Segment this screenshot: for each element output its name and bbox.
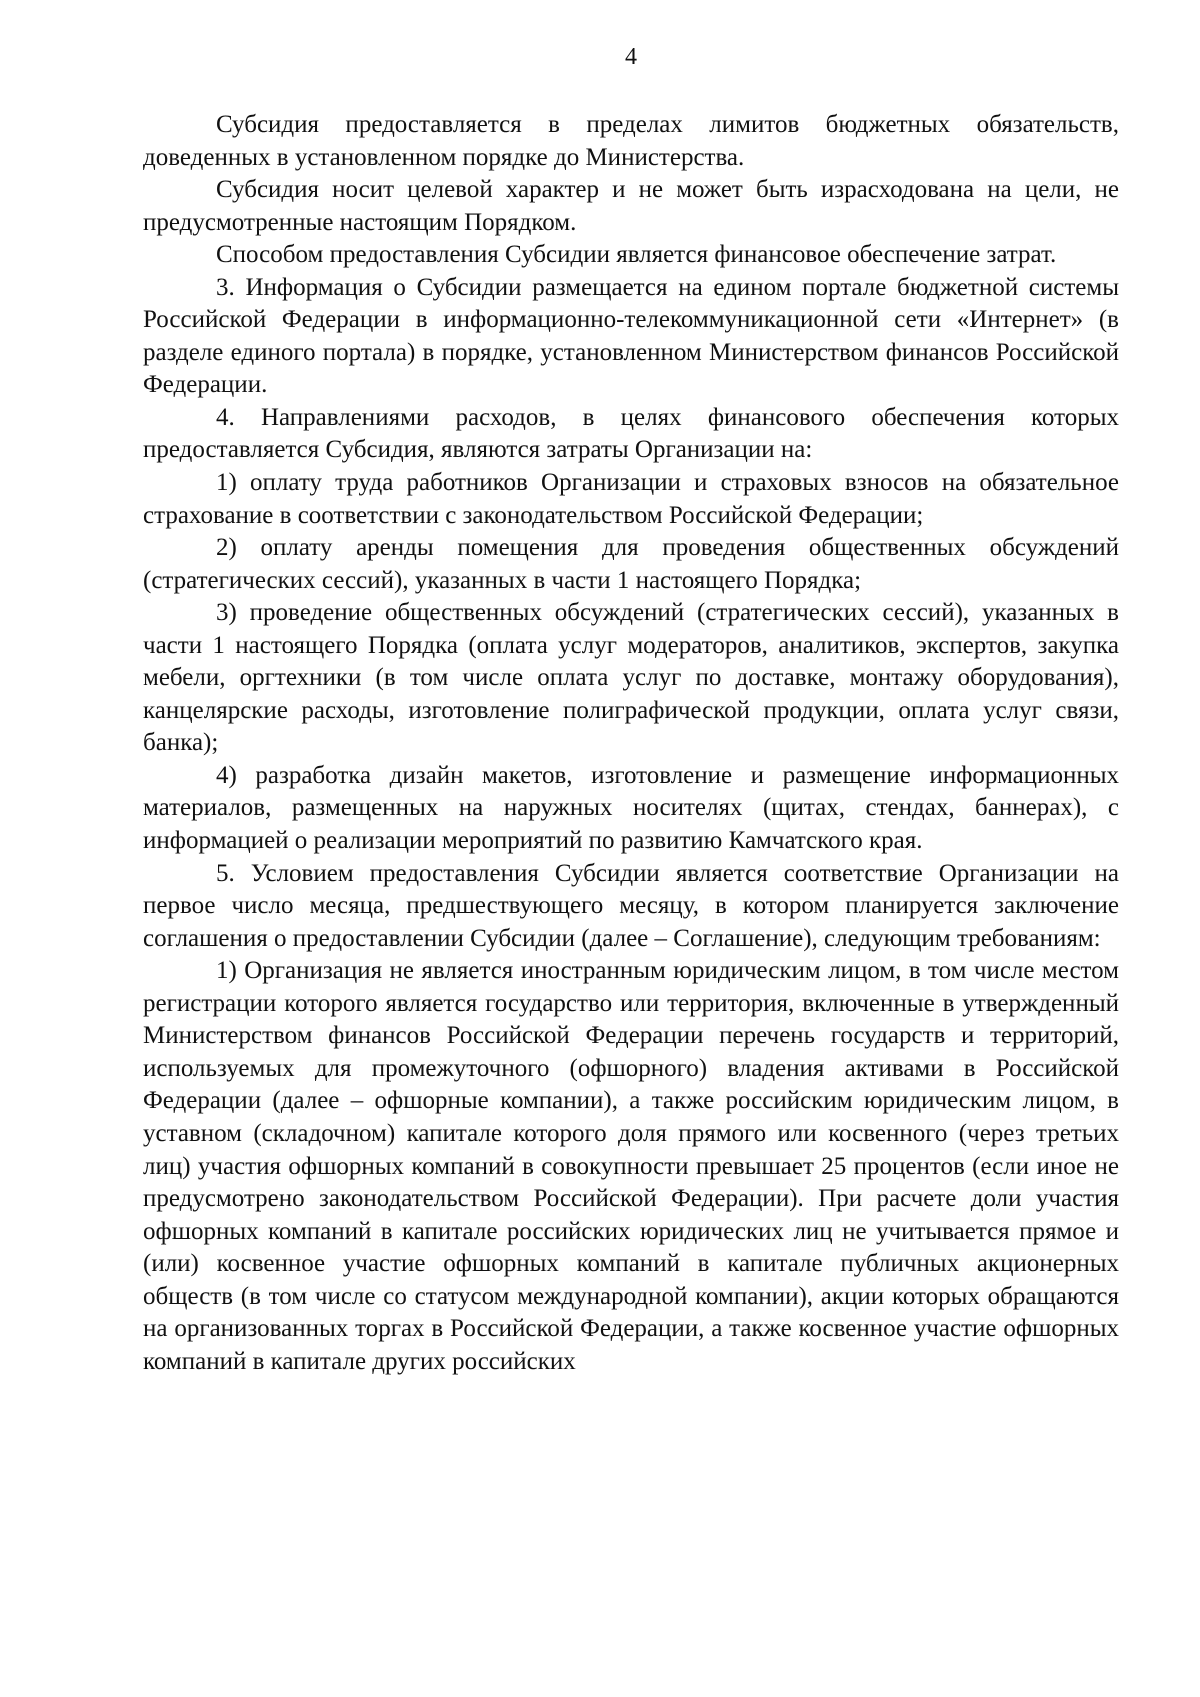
paragraph-clause-4: 4. Направлениями расходов, в целях финансового обеспечения которых предоставляется Субсидия, являются затраты Организации на: bbox=[143, 403, 1119, 464]
paragraph-clause-4-item-2: 2) оплату аренды помещения для проведения общественных обсуждений (стратегических сессий), указанных в части 1 настоящего Порядка; bbox=[143, 534, 1119, 594]
document-body bbox=[143, 109, 1119, 1378]
page-number: 4 bbox=[625, 44, 637, 70]
paragraph-clause-4-item-4: 4) разработка дизайн макетов, изготовление и размещение информационных материалов, размещенных на наружных носителях (щитах, стендах, баннерах), с информацией о реализации мероприятий по развитию Камчатского края. bbox=[143, 761, 1119, 855]
paragraph-subsidy-limits: Субсидия предоставляется в пределах лимитов бюджетных обязательств, доведенных в установленном порядке до Министерства. bbox=[143, 111, 1119, 171]
paragraph-subsidy-purpose: Субсидия носит целевой характер и не может быть израсходована на цели, не предусмотренные настоящим Порядком. bbox=[143, 176, 1119, 236]
paragraph-clause-5: 5. Условием предоставления Субсидии является соответствие Организации на первое число месяца, предшествующего месяцу, в котором планируется заключение соглашения о предоставлении Субсидии (далее – Соглашение), следующим требованиям: bbox=[143, 859, 1119, 952]
paragraph-clause-4-item-1: 1) оплату труда работников Организации и страховых взносов на обязательное страхование в соответствии с законодательством Российской Федерации; bbox=[143, 469, 1119, 529]
paragraph-clause-5-item-1: 1) Организация не является иностранным юридическим лицом, в том числе местом регистрации которого является государство или территория, включенные в утвержденный Министерством финансов Российской Федерации перечень государств и территорий, используемых для промежуточного (офшорного) владения активами в Российской Федерации (далее – офшорные компании), а также российским юридическим лицом, в уставном (складочном) капитале которого доля прямого или косвенного (через третьих лиц) участия офшорных компаний в совокупности превышает 25 процентов (если иное не предусмотрено законодательством Российской Федерации). При расчете доли участия офшорных компаний в капитале российских юридических лиц не учитывается прямое и (или) косвенное участие офшорных компаний в капитале публичных акционерных обществ (в том числе со статусом международной компании), акции которых обращаются на организованных торгах в Российской Федерации, а также косвенное участие офшорных компаний в капитале других российских bbox=[143, 957, 1119, 1375]
paragraph-clause-3: 3. Информация о Субсидии размещается на едином портале бюджетной системы Российской Федерации в информационно-телекоммуникационной сети «Интернет» (в разделе единого портала) в порядке, установленном Министерством финансов Российской Федерации. bbox=[143, 273, 1119, 399]
paragraph-subsidy-method: Способом предоставления Субсидии является финансовое обеспечение затрат. bbox=[216, 241, 1057, 269]
paragraph-clause-4-item-3: 3) проведение общественных обсуждений (стратегических сессий), указанных в части 1 настоящего Порядка (оплата услуг модераторов, аналитиков, экспертов, закупка мебели, оргтехники (в том числе оплата услуг по доставке, монтажу оборудования), канцелярские расходы, изготовление полиграфической продукции, оплата услуг связи, банка); bbox=[143, 599, 1119, 757]
